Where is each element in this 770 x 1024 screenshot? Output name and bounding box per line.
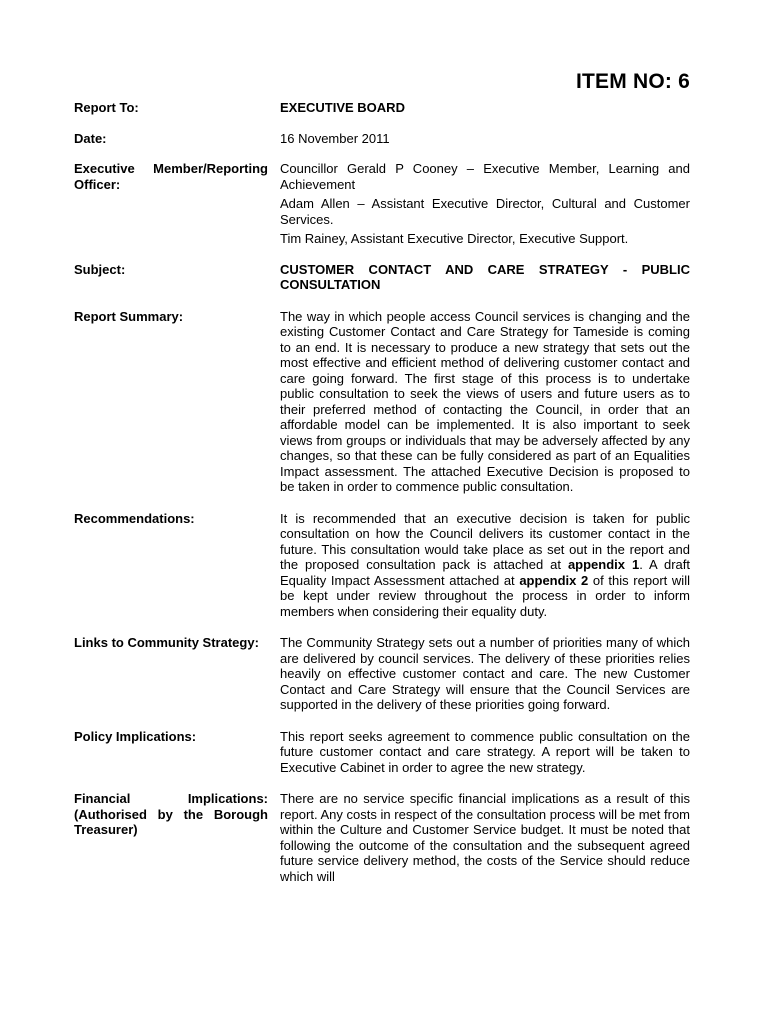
- financial-implications-label: Financial Implications: (Authorised by the Borough Treasurer): [74, 791, 268, 837]
- financial-implications-text: There are no service specific financial implications as a result of this report. Any costs in respect of the consultation process will be met from within the Culture and Customer Service budget. It must be noted that following the outcome of the consultation and the subsequent agreed future service delivery method, the costs of the Service should reduce which will: [280, 791, 690, 884]
- recommendations-label: Recommendations:: [74, 510, 195, 526]
- report-to-value: EXECUTIVE BOARD: [280, 100, 405, 115]
- report-summary-row: [74, 309, 690, 495]
- financial-implications-row: [74, 791, 690, 884]
- subject-value: CUSTOMER CONTACT AND CARE STRATEGY - PUBLIC CONSULTATION: [280, 261, 690, 292]
- recommendations-row: [74, 511, 690, 620]
- executive-member-line: Adam Allen – Assistant Executive Director, Cultural and Customer Services.: [280, 196, 690, 227]
- report-fields: [74, 100, 690, 884]
- recommendations-text-part: of this report will be kept under review throughout the process in order to inform members when considering their equality duty.: [280, 572, 690, 619]
- recommendations-text: [280, 511, 690, 620]
- appendix-2-reference: appendix 2: [519, 572, 589, 588]
- appendix-1-reference: appendix 1: [567, 557, 640, 572]
- recommendations-text-part: It is recommended that an executive decision is taken for public consultation on how the Council delivers its customer contact in the future. This consultation would take place as set out in the report and the proposed consultation pack is attached at: [280, 510, 690, 572]
- item-number: ITEM NO: 6: [575, 70, 690, 93]
- report-to-row: [74, 100, 690, 116]
- subject-label: Subject:: [74, 261, 126, 277]
- date-label: Date:: [74, 130, 107, 146]
- policy-implications-text: This report seeks agreement to commence public consultation on the future customer contact and care strategy. A report will be taken to Executive Cabinet in order to agree the new strategy.: [280, 728, 690, 775]
- community-strategy-label: Links to Community Strategy:: [74, 635, 259, 650]
- executive-member-label: Executive Member/Reporting Officer:: [74, 161, 268, 192]
- community-strategy-row: [74, 635, 690, 713]
- executive-member-row: [74, 161, 690, 247]
- subject-row: [74, 262, 690, 293]
- policy-implications-label: Policy Implications:: [74, 728, 197, 744]
- executive-member-line: Tim Rainey, Assistant Executive Director, Executive Support.: [280, 231, 629, 246]
- policy-implications-row: [74, 729, 690, 776]
- report-summary-text: The way in which people access Council services is changing and the existing Customer Contact and Care Strategy for Tameside is coming to an end. It is necessary to produce a new strategy that sets out the most effective and efficient method of delivering customer contact and care going forward. The first stage of this process is to undertake public consultation to seek the views of users and future users as to their preferred method of contacting the Council, in order that an affordable model can be implemented. It is also important to seek views from groups or individuals that may be adversely affected by any changes, so that these can be fully considered as part of an Equalities Impact assessment. The attached Executive Decision is proposed to be taken in order to commence public consultation.: [280, 308, 690, 494]
- date-value: 16 November 2011: [280, 130, 390, 146]
- report-summary-label: Report Summary:: [74, 308, 184, 324]
- executive-member-line: Councillor Gerald P Cooney – Executive Member, Learning and Achievement: [280, 161, 690, 192]
- date-row: [74, 131, 690, 147]
- report-to-label: Report To:: [74, 100, 139, 115]
- recommendations-text-part: . A draft Equality Impact Assessment attached at: [280, 557, 690, 588]
- community-strategy-text: The Community Strategy sets out a number of priorities many of which are delivered by council services. The delivery of these priorities relies heavily on effective customer contact and care. The new Customer Contact and Care Strategy will ensure that the Council Services are supported in the delivery of these priorities going forward.: [280, 635, 690, 712]
- executive-member-value: [280, 161, 690, 247]
